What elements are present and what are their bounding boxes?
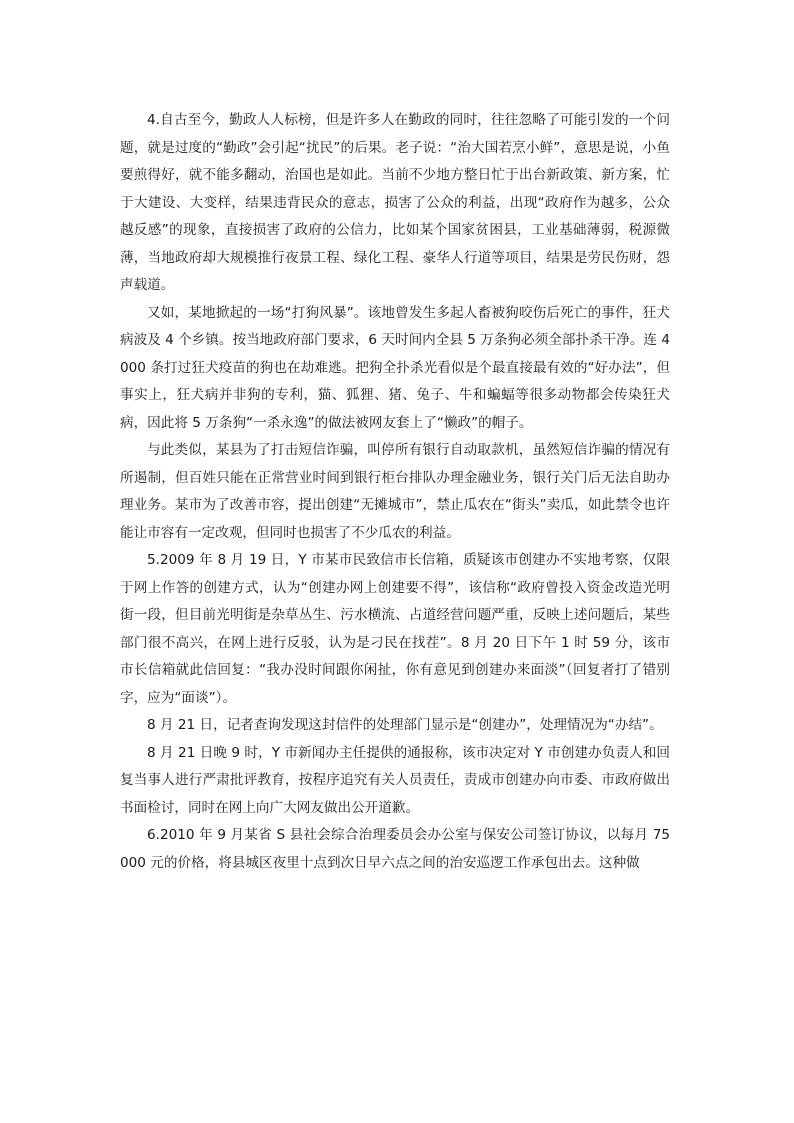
document-body: [120, 107, 670, 877]
paragraph-similar-cases: 与此类似，某县为了打击短信诈骗，叫停所有银行自动取款机，虽然短信诈骗的情况有所遏制，但百姓只能在正常营业时间到银行柜台排队办理金融业务，银行关门后无法自助办理业务。某市为了改善市容，提出创建“无摊城市”，禁止瓜农在“街头”卖瓜，如此禁令也许能让市容有一定改观，但同时也损害了不少瓜农的利益。: [120, 442, 670, 541]
paragraph-dog-culling: 又如，某地掀起的一场“打狗风暴”。该地曾发生多起人畜被狗咬伤后死亡的事件，狂犬病波及 4 个乡镇。按当地政府部门要求，6 天时间内全县 5 万条狗必须全部扑杀干净。连 4000 条打过狂犬疫苗的狗也在劫难逃。把狗全扑杀光看似是个最直接最有效的“好办法”，但事实上，狂犬病并非狗的专利，猫、狐狸、猪、兔子、牛和蝙蝠等很多动物都会传染狂犬病，因此将 5 万条狗“一杀永逸”的做法被网友套上了“懒政”的帽子。: [120, 304, 670, 431]
paragraph-4: 4.自古至今，勤政人人标榜，但是许多人在勤政的同时，往往忽略了可能引发的一个问题，就是过度的“勤政”会引起“扰民”的后果。老子说：“治大国若烹小鲜”，意思是说，小鱼要煎得好，就不能多翻动，治国也是如此。当前不少地方整日忙于出台新政策、新方案，忙于大建设、大变样，结果违背民众的意志，损害了公众的利益，出现“政府作为越多，公众越反感”的现象，直接损害了政府的公信力，比如某个国家贫困县，工业基础薄弱，税源微薄，当地政府却大规模推行夜景工程、绿化工程、豪华人行道等项目，结果是劳民伤财，怨声载道。: [120, 112, 670, 293]
paragraph-aug-21-query: 8 月 21 日，记者查询发现这封信件的处理部门显示是“创建办”，处理情况为“办结”。: [147, 717, 663, 733]
paragraph-aug-21-notice: 8 月 21 日晚 9 时，Y 市新闻办主任提供的通报称，该市决定对 Y 市创建办负责人和回复当事人进行严肃批评教育，按程序追究有关人员责任，责成市创建办向市委、市政府做出书面检讨，同时在网上向广大网友做出公开道歉。: [120, 744, 670, 816]
paragraph-6: 6.2010 年 9 月某省 S 县社会综合治理委员会办公室与保安公司签订协议，以每月 75000 元的价格，将县城区夜里十点到次日早六点之间的治安巡逻工作承包出去。这种做: [120, 827, 670, 871]
paragraph-5: 5.2009 年 8 月 19 日，Y 市某市民致信市长信箱，质疑该市创建办不实地考察，仅限于网上作答的创建方式，认为“创建办网上创建要不得”，该信称“政府曾投入资金改造光明街一段，但目前光明街是杂草丛生、污水横流、占道经营问题严重，反映上述问题后，某些部门很不高兴，在网上进行反驳，认为是刁民在找茬”。8 月 20 日下午 1 时 59 分，该市市长信箱就此信回复：“我办没时间跟你闲扯，你有意见到创建办来面淡”（回复者打了错别字，应为“面谈”）。: [120, 552, 670, 706]
